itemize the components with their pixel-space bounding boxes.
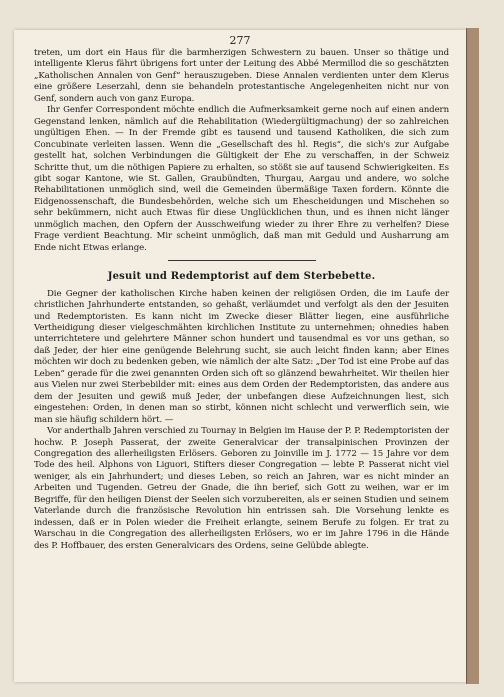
paragraph-passerat: Vor anderthalb Jahren verschied zu Tournay in Belgien im Hause der P. P. Redemptoristen der hochw. P. Joseph Passerat, der zweite Generalvicar der transalpinischen Provinzen der Congregation des allerheiligsten Erlösers. Geboren zu Joinville im J. 1772 — 15 Jahre vor dem Tode des heil. Alphons von Liguori, Stifters dieser Congregation — lebte P. Passerat nicht viel weniger, als ein Jahrhundert; und dieses Leben, so reich an Jahren, war es nicht minder an Arbeiten und Tugenden. Getreu der Gnade, die ihn berief, sich Gott zu weihen, war er im Begriffe, für den heiligen Dienst der Seelen sich vorzubereiten, als er seinen Studien und seinem Vaterlande durch die französische Revolution hin entrissen sah. Die Vorsehung lenkte es indessen, daß er in Polen wieder die Freiheit erlangte, seinem Berufe zu folgen. Er trat zu Warschau in die Congregation des allerheiligsten Erlösers, wo er im Jahre 1796 in die Hände des P. Hoffbauer, des ersten Generalvicars des Ordens, seine Gelübde ablegte.	[34, 426, 449, 551]
paragraph-genf-annalen: treten, um dort ein Haus für die barmherzigen Schwestern zu bauen. Unser so thätige und intelligente Klerus fährt übrigens fort unter der Leitung des Abbé Mermillod die so geschätzten „Katholischen Annalen von Genf“ herauszugeben. Diese Annalen verdienten unter dem Klerus eine größere Leserzahl, denn sie behandeln protestantische Angelegenheiten nicht nur von Genf, sondern auch von ganz Europa.	[34, 48, 449, 104]
book-binding-edge	[466, 28, 479, 684]
paragraph-gegner-orden: Die Gegner der katholischen Kirche haben keinen der religiösen Orden, die im Laufe der christlichen Jahrhunderte entstanden, so gehaßt, verläumdet und verfolgt als den der Jesuiten und Redemptoristen. Es kann nicht im Zwecke dieser Blätter liegen, eine ausführliche Vertheidigung dieser vielgeschmähten kirchlichen Institute zu unternehmen; ohnedies haben unterrichtetere und gelehrtere Männer schon hundert und tausendmal es vor uns gethan, so daß Jeder, der hier eine genügende Belehrung sucht, sie auch leicht finden kann; aber Eines möchten wir doch zu bedenken geben, wie nämlich der alte Satz: „Der Tod ist eine Probe auf das Leben“ gerade für die zwei genannten Orden sich oft so glänzend bewahrheitet. Wir theilen hier aus Vielen nur zwei Sterbebilder mit: eines aus dem Orden der Redemptoristen, das andere aus dem der Jesuiten und gewiß muß Jeder, der unbefangen diese Aufzeichnungen liest, sich eingestehen: Orden, in denen man so stirbt, können nicht schlecht und verwerflich sein, wie man sie häufig schildern hört. —	[34, 288, 449, 425]
page-body-text	[34, 48, 449, 552]
section-heading: Jesuit und Redemptorist auf dem Sterbebette.	[107, 271, 376, 283]
section-divider	[168, 260, 316, 261]
book-page	[14, 30, 466, 682]
page-number: 277	[229, 34, 251, 47]
paragraph-rehabilitation-ehen: Ihr Genfer Correspondent möchte endlich die Aufmerksamkeit gerne noch auf einen andern Gegenstand lenken, nämlich auf die Rehabilitation (Wiedergültigmachung) der so zahlreichen ungültigen Ehen. — In der Fremde gibt es tausend und tausend Katholiken, die sich zum Concubinate verleiten lassen. Wenn die „Gesellschaft des hl. Regis“, die sich's zur Aufgabe gestellt hat, solchen Verbindungen die Gültigkeit der Ehe zu verschaffen, in der Schweiz Schritte thut, um die nöthigen Papiere zu erhalten, so stößt sie auf tausend Schwierigkeiten. Es gibt sogar Kantone, wie St. Gallen, Graubündten, Thurgau, Aargau und andere, wo solche Rehabilitationen unmöglich sind, weil die Gemeinden übermäßige Taxen fordern. Könnte die Eidgenossenschaft, die Bundesbehörden, welche sich um Ehescheidungen und Mischehen so sehr bekümmern, nicht auch Etwas für diese Unglücklichen thun, und es ihnen nicht länger unmöglich machen, den Opfern der Ausschweifung wieder zu ihrer Ehre zu verhelfen? Diese Frage verdient Beachtung. Mir scheint unmöglich, daß man mit Geduld und Ausharrung am Ende nicht Etwas erlange.	[34, 105, 449, 253]
